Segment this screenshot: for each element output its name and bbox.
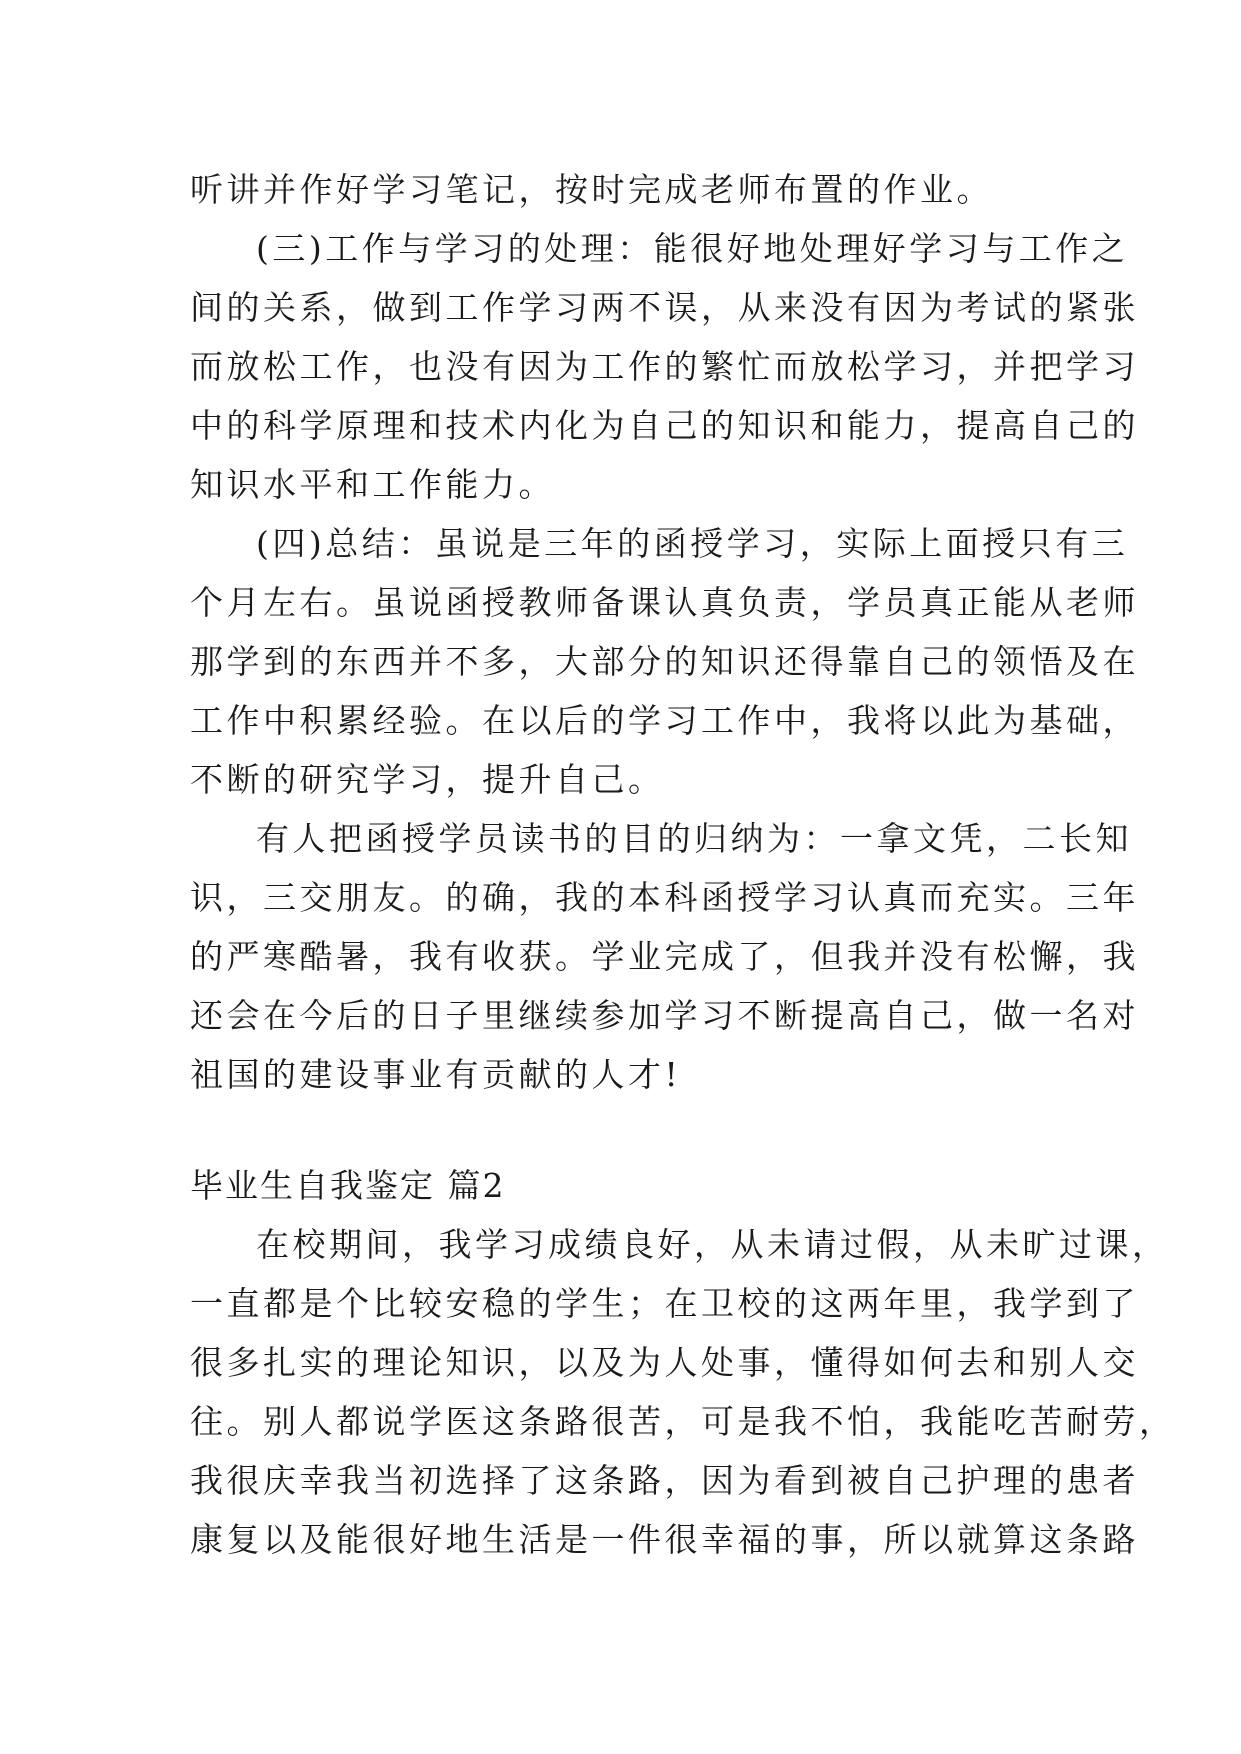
text-line: 间的关系，做到工作学习两不误，从来没有因为考试的紧张: [190, 288, 1139, 327]
section-heading: 毕业生自我鉴定 篇2: [190, 1166, 506, 1205]
paragraph-2: [190, 219, 1139, 514]
text-line: 那学到的东西并不多，大部分的知识还得靠自己的领悟及在: [190, 642, 1139, 681]
text-line: 我很庆幸我当初选择了这条路，因为看到被自己护理的患者: [190, 1461, 1139, 1500]
text-line: 还会在今后的日子里继续参加学习不断提高自己，做一名对: [190, 996, 1139, 1035]
text-line: 而放松工作，也没有因为工作的繁忙而放松学习，并把学习: [190, 347, 1139, 386]
section-spacer: [190, 1104, 1070, 1156]
text-line: 在校期间，我学习成绩良好，从未请过假，从未旷过课，: [256, 1225, 1169, 1264]
text-line: (三)工作与学习的处理：能很好地处理好学习与工作之: [256, 229, 1129, 268]
paragraph-4: [190, 809, 1139, 1104]
text-line: 听讲并作好学习笔记，按时完成老师布置的作业。: [190, 170, 993, 209]
text-line: 祖国的建设事业有贡献的人才!: [190, 1055, 682, 1094]
text-line: 很多扎实的理论知识，以及为人处事，懂得如何去和别人交: [190, 1343, 1139, 1382]
text-line: 知识水平和工作能力。: [190, 465, 555, 504]
text-line: 一直都是个比较安稳的学生；在卫校的这两年里，我学到了: [190, 1284, 1139, 1323]
document-body: [190, 160, 1176, 1569]
text-line: (四)总结：虽说是三年的函授学习，实际上面授只有三: [256, 524, 1129, 563]
text-line: 中的科学原理和技术内化为自己的知识和能力，提高自己的: [190, 406, 1139, 445]
text-line: 往。别人都说学医这条路很苦，可是我不怕，我能吃苦耐劳，: [190, 1402, 1176, 1441]
text-line: 个月左右。虽说函授教师备课认真负责，学员真正能从老师: [190, 583, 1139, 622]
paragraph-3: [190, 514, 1139, 809]
text-line: 的严寒酷暑，我有收获。学业完成了，但我并没有松懈，我: [190, 937, 1139, 976]
text-line: 康复以及能很好地生活是一件很幸福的事，所以就算这条路: [190, 1520, 1139, 1559]
text-line: 不断的研究学习，提升自己。: [190, 760, 665, 799]
paragraph-5: [190, 1215, 1176, 1569]
text-line: 工作中积累经验。在以后的学习工作中，我将以此为基础，: [190, 701, 1139, 740]
text-line: 识，三交朋友。的确，我的本科函授学习认真而充实。三年: [190, 878, 1139, 917]
text-line: 有人把函授学员读书的目的归纳为：一拿文凭，二长知: [256, 819, 1132, 858]
paragraph-1: [190, 160, 1070, 219]
